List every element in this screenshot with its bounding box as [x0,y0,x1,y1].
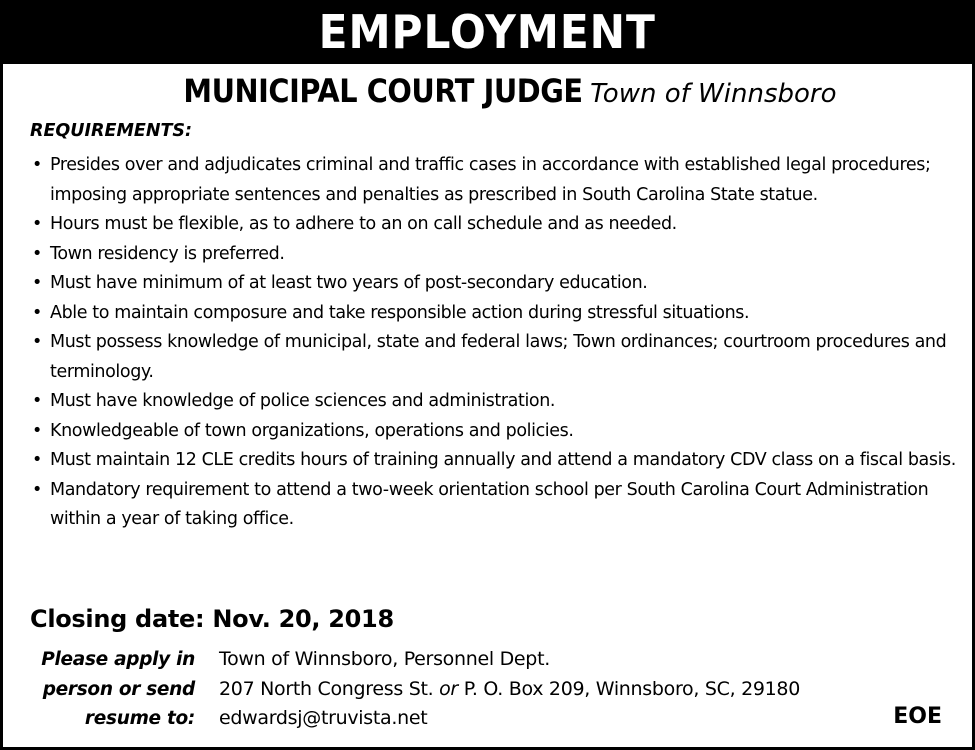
requirement-item [30,476,960,535]
requirement-item [30,299,960,329]
requirement-item [30,417,960,447]
requirement-item [30,328,960,387]
apply-label [23,645,195,734]
requirement-text: Mandatory requirement to attend a two-week orientation school per South Carolina Court Administration within a year of taking office. [50,479,929,529]
requirement-text: Must maintain 12 CLE credits hours of training annually and attend a mandatory CDV class on a fiscal basis. [50,450,956,470]
bullet-icon: • [32,214,42,234]
apply-label-line: Please apply in [41,649,195,670]
bullet-icon: • [32,243,42,264]
apply-label-line: resume to: [84,708,195,729]
requirement-text: Presides over and adjudicates criminal and traffic cases in accordance with established legal procedures; imposing appropriate sentences and penalties as prescribed in South Carolina State statue. [50,155,931,205]
apply-contact [219,645,800,734]
apply-label-line: person or send [42,678,195,700]
requirement-text: Must have minimum of at least two years of post-secondary education. [50,273,648,293]
bullet-icon: • [32,155,42,175]
requirement-item [30,210,960,240]
bullet-icon: • [32,479,42,500]
requirement-text: Must have knowledge of police sciences and administration. [50,391,556,411]
contact-email[interactable]: edwardsj@truvista.net [219,707,428,729]
requirement-item [30,240,960,270]
employment-banner [3,0,972,64]
contact-department: Town of Winnsboro, Personnel Dept. [219,648,550,670]
job-title: MUNICIPAL COURT JUDGE [182,72,583,110]
bullet-icon: • [32,391,42,411]
bullet-icon: • [32,302,42,323]
contact-address [219,675,800,705]
job-heading [3,72,972,110]
bullet-icon: • [32,450,42,470]
requirement-item [30,446,960,476]
requirements-list [30,151,960,535]
requirement-text: Able to maintain composure and take responsible action during stressful situations. [50,302,750,323]
requirement-item [30,387,960,417]
eoe-label: EOE [893,704,942,729]
or-word: or [439,677,458,700]
requirement-text: Town residency is preferred. [50,243,285,264]
requirement-item [30,269,960,299]
requirement-text: Must possess knowledge of municipal, state and federal laws; Town ordinances; courtroom procedures and terminology. [50,332,947,382]
bullet-icon: • [32,420,42,441]
bullet-icon: • [32,273,42,293]
requirement-item [30,151,960,210]
bullet-icon: • [32,332,42,352]
closing-date: Closing date: Nov. 20, 2018 [30,605,394,633]
street-address: 207 North Congress St. [219,677,434,700]
banner-title: EMPLOYMENT [318,5,657,59]
requirements-heading: REQUIREMENTS: [30,121,193,141]
employer-name: Town of Winnsboro [590,79,837,109]
po-box-address: P. O. Box 209, Winnsboro, SC, 29180 [463,677,801,700]
requirement-text: Hours must be flexible, as to adhere to an on call schedule and as needed. [50,214,677,234]
requirement-text: Knowledgeable of town organizations, operations and policies. [50,420,574,441]
